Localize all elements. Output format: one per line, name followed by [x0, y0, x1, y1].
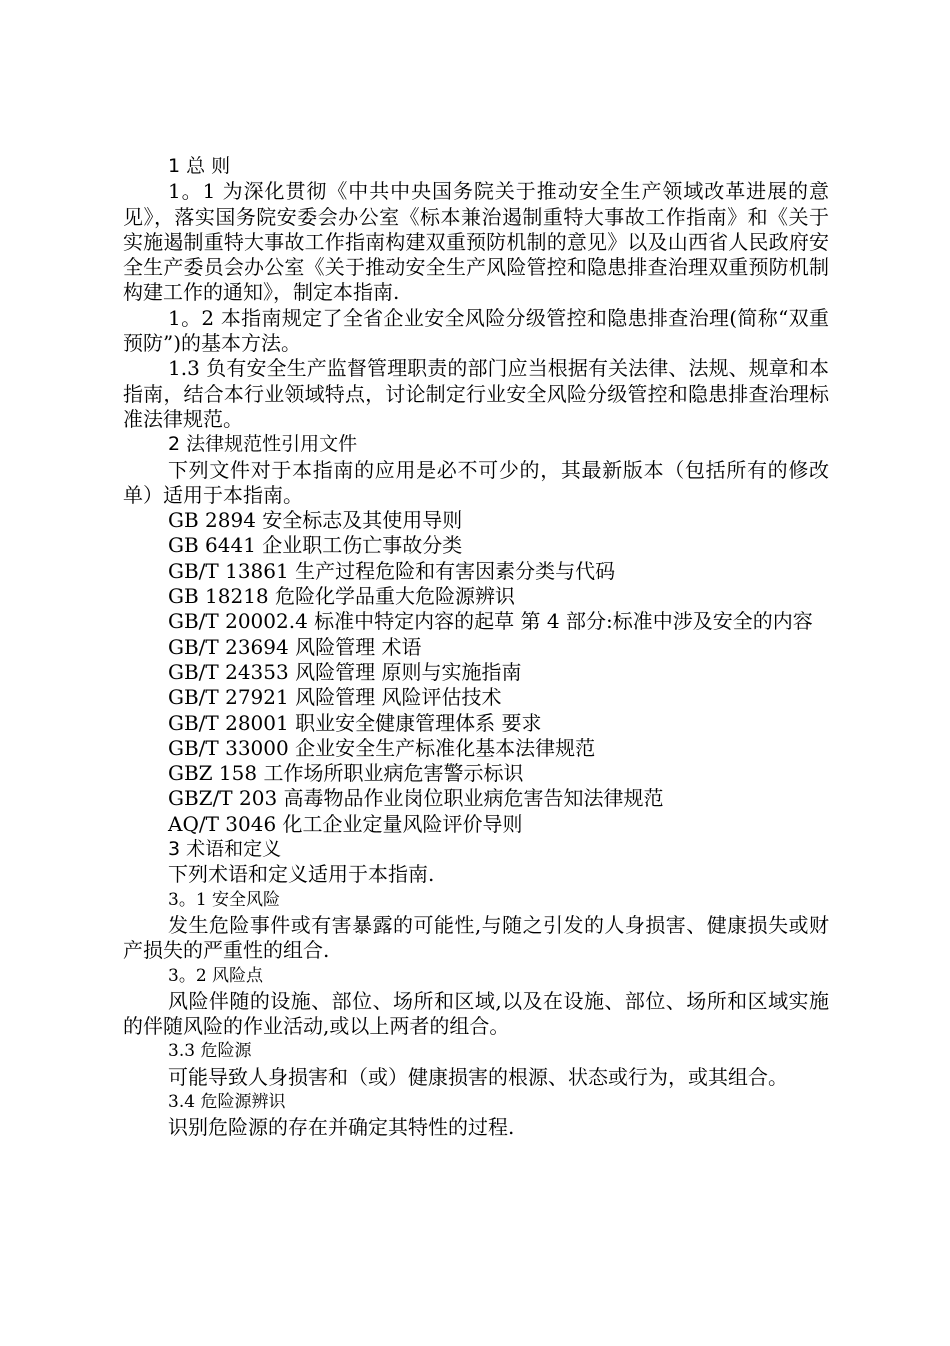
- paragraph-1-2: 1。2 本指南规定了全省企业安全风险分级管控和隐患排查治理(简称“双重预防”)的基本方法。: [123, 305, 829, 356]
- reference-item: GB/T 27921 风险管理 风险评估技术: [168, 685, 502, 710]
- section-1-heading: 1 总 则: [168, 155, 231, 177]
- section-2-heading: 2 法律规范性引用文件: [168, 433, 358, 456]
- section-3-heading: 3 术语和定义: [168, 838, 282, 861]
- definition-3-3: 可能导致人身损害和（或）健康损害的根源、状态或行为，或其组合。: [168, 1064, 788, 1089]
- reference-item: GB/T 13861 生产过程危险和有害因素分类与代码: [168, 558, 616, 583]
- term-3-4: 3.4 危险源辨识: [168, 1091, 286, 1112]
- paragraph-1-1: 1。1 为深化贯彻《中共中央国务院关于推动安全生产领域改革进展的意见》，落实国务院安委会办公室《标本兼治遏制重特大事故工作指南》和《关于实施遏制重特大事故工作指南构建双重预防机制的意见》以及山西省人民政府安全生产委员会办公室《关于推动安全生产风险管控和隐患排查治理双重预防机制构建工作的通知》，制定本指南.: [123, 179, 829, 305]
- paragraph-3-intro: 下列术语和定义适用于本指南.: [168, 862, 435, 887]
- reference-item: GBZ 158 工作场所职业病危害警示标识: [168, 761, 524, 786]
- definition-3-4: 识别危险源的存在并确定其特性的过程.: [168, 1115, 515, 1140]
- reference-item: AQ/T 3046 化工企业定量风险评价导则: [168, 811, 523, 836]
- reference-item: GB/T 23694 风险管理 术语: [168, 634, 422, 659]
- reference-item: GB 2894 安全标志及其使用导则: [168, 508, 463, 533]
- reference-item: GB/T 28001 职业安全健康管理体系 要求: [168, 710, 542, 735]
- definition-3-2: 风险伴随的设施、部位、场所和区域,以及在设施、部位、场所和区域实施的伴随风险的作业活动,或以上两者的组合。: [123, 988, 829, 1039]
- reference-item: GB/T 24353 风险管理 原则与实施指南: [168, 659, 522, 684]
- reference-item: GB/T 33000 企业安全生产标准化基本法律规范: [168, 735, 596, 760]
- reference-item: GB 6441 企业职工伤亡事故分类: [168, 533, 463, 558]
- document-body: [123, 154, 829, 1141]
- paragraph-1-3: 1.3 负有安全生产监督管理职责的部门应当根据有关法律、法规、规章和本指南，结合本行业领域特点，讨论制定行业安全风险分级管控和隐患排查治理标准法律规范。: [123, 356, 829, 431]
- reference-item: GBZ/T 203 高毒物品作业岗位职业病危害告知法律规范: [168, 786, 664, 811]
- reference-item: GB/T 20002.4 标准中特定内容的起草 第 4 部分:标准中涉及安全的内容: [168, 609, 813, 634]
- term-3-3: 3.3 危险源: [168, 1041, 252, 1062]
- term-3-1: 3。1 安全风险: [168, 889, 281, 910]
- paragraph-2-intro: 下列文件对于本指南的应用是必不可少的，其最新版本（包括所有的修改单）适用于本指南。: [123, 457, 829, 507]
- term-3-2: 3。2 风险点: [168, 965, 264, 986]
- reference-item: GB 18218 危险化学品重大危险源辨识: [168, 584, 516, 609]
- definition-3-1: 发生危险事件或有害暴露的可能性,与随之引发的人身损害、健康损失或财产损失的严重性的组合.: [123, 912, 829, 963]
